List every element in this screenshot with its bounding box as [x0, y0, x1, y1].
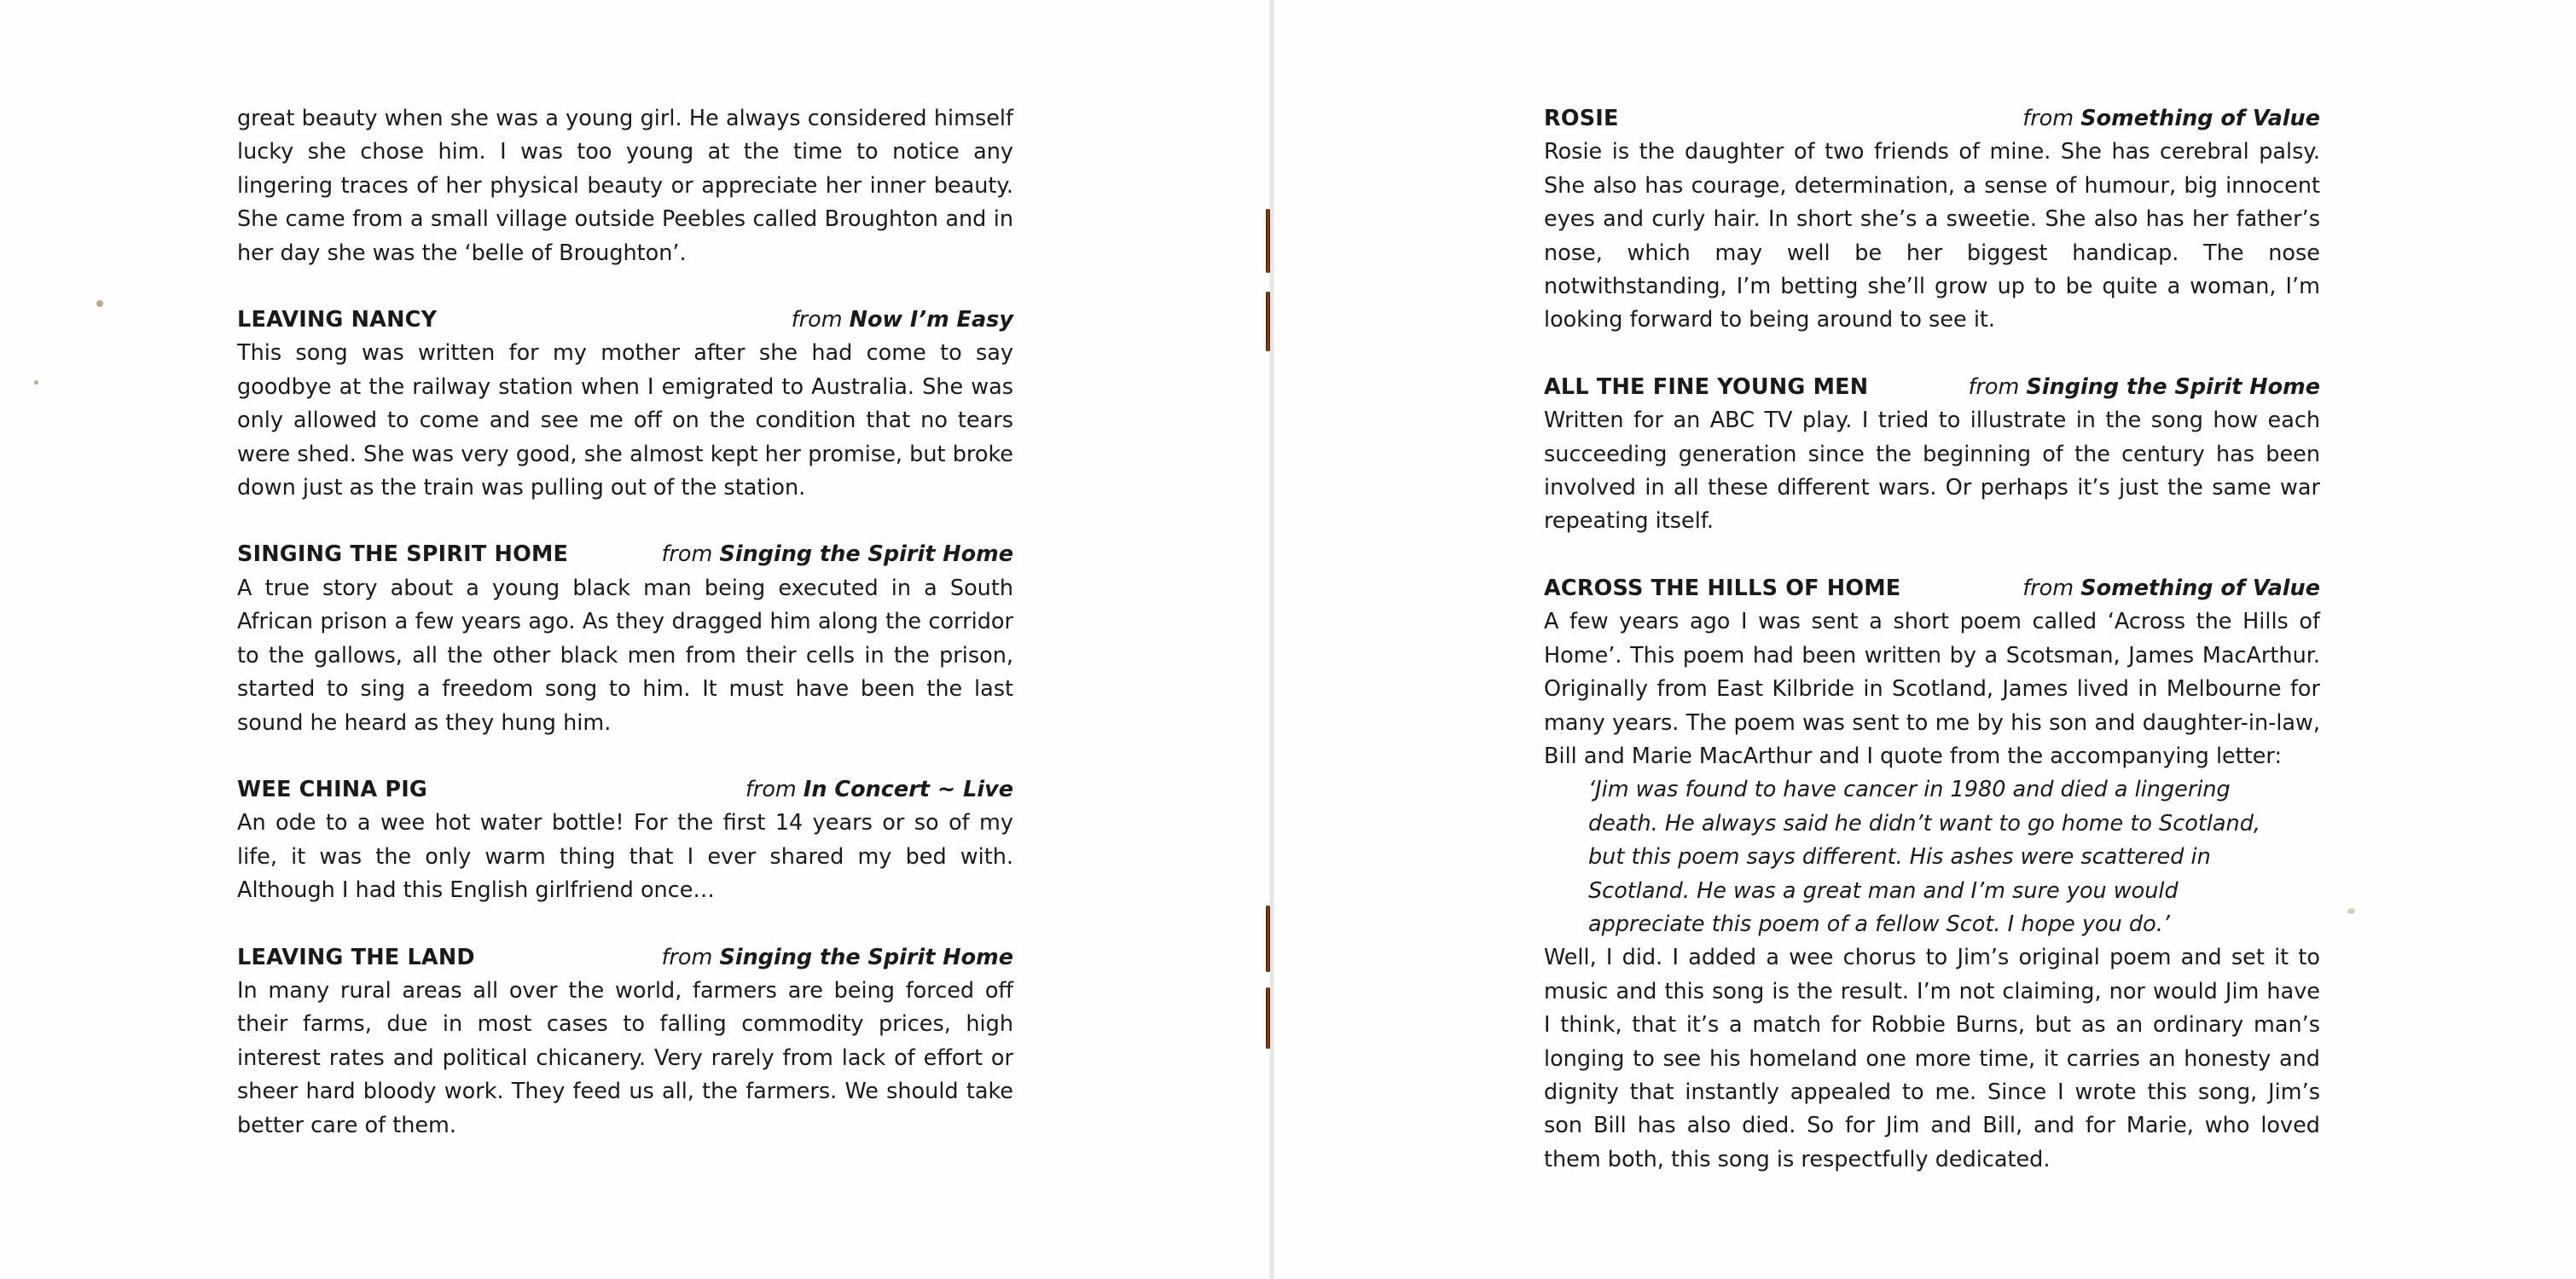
letter-quote: ‘Jim was found to have cancer in 1980 and died a lingering death. He always said he didn’t want to go home to Scotland, but this poem says different. His ashes were scattered in Scotland. He was a great man and I’m sure you would appreciate this poem of a fellow Scot. I hope you do.’ — [1588, 777, 2261, 937]
song-title: SINGING THE SPIRIT HOME — [237, 541, 569, 568]
song-source — [792, 304, 1013, 337]
intro-text: great beauty when she was a young girl. He always considered himself lucky she chose him. I was too young at the time to notice any lingering traces of her physical beauty or appreciate her inner beauty. She came from a small village outside Peebles called Broughton and in her day she was the ‘belle of Broughton’. — [237, 106, 1013, 266]
song-title: LEAVING THE LAND — [237, 944, 475, 970]
source-from-label: from — [661, 944, 713, 970]
song-entry-leaving-the-land — [237, 941, 1013, 1143]
staple-bottom-upper — [1266, 906, 1270, 972]
song-entry-all-the-fine-young-men — [1544, 371, 2320, 539]
song-header — [1544, 102, 2320, 136]
song-source — [661, 941, 1013, 975]
song-source — [661, 538, 1013, 571]
staple-top-upper — [1266, 209, 1270, 273]
song-entry-leaving-nancy — [237, 304, 1013, 505]
song-entry-rosie — [1544, 102, 2320, 338]
song-source — [1968, 371, 2320, 404]
album-name: Something of Value — [2080, 575, 2320, 601]
album-name: Singing the Spirit Home — [719, 541, 1013, 568]
song-entry-singing-the-spirit-home — [237, 538, 1013, 739]
song-title: WEE CHINA PIG — [237, 776, 428, 802]
staple-bottom-lower — [1266, 987, 1270, 1049]
song-title: ALL THE FINE YOUNG MEN — [1544, 373, 1869, 400]
left-column — [237, 102, 1013, 1176]
song-source — [2022, 572, 2320, 605]
source-from-label: from — [745, 776, 797, 802]
song-header — [1544, 572, 2320, 605]
paper-speck — [96, 300, 103, 307]
source-from-label: from — [2022, 106, 2074, 131]
right-column — [1544, 102, 2320, 1210]
album-name: Now I’m Easy — [849, 307, 1013, 333]
album-name: Singing the Spirit Home — [719, 944, 1013, 970]
song-description: Written for an ABC TV play. I tried to illustrate in the song how each succeeding generation since the beginning of the century has been involved in all these different wars. Or perhaps it’s just the same war repeating itself. — [1544, 408, 2320, 535]
album-name: In Concert ~ Live — [803, 776, 1013, 802]
song-description: An ode to a wee hot water bottle! For the first 14 years or so of my life, it was the only warm thing that I ever shared my bed with. Although I had this English girlfriend once… — [237, 810, 1013, 904]
song-description: In many rural areas all over the world, farmers are being forced off their farms, due in most cases to falling commodity prices, high interest rates and political chicanery. Very rarely from lack of effort or sheer hard bloody work. They feed us all, the farmers. We should take better care of them. — [237, 977, 1013, 1138]
song-source — [2022, 102, 2320, 136]
song-title: LEAVING NANCY — [237, 307, 438, 333]
song-header — [1544, 371, 2320, 404]
song-entry-wee-china-pig — [237, 773, 1013, 908]
source-from-label: from — [661, 541, 713, 568]
song-title: ACROSS THE HILLS OF HOME — [1544, 575, 1901, 601]
song-header — [237, 773, 1013, 807]
paper-speck — [34, 380, 38, 385]
source-from-label: from — [2022, 575, 2074, 601]
song-description: A true story about a young black man being executed in a South African prison a few years ago. As they dragged him along the corridor to the gallows, all the other black men from their cells in the prison, started to sing a freedom song to him. It must have been the last sound he heard as they hung him. — [237, 575, 1013, 736]
song-description: This song was written for my mother after she had come to say goodbye at the railway station when I emigrated to Australia. She was only allowed to come and see me off on the condition that no tears were shed. She was very good, she almost kept her promise, but broke down just as the train was pulling out of the station. — [237, 340, 1013, 501]
intro-entry — [237, 102, 1013, 270]
song-description-conclusion: Well, I did. I added a wee chorus to Jim’s original poem and set it to music and this song is the result. I’m not claiming, nor would Jim have I think, that it’s a match for Robbie Burns, but as an ordinary man’s longing to see his homeland one more time, it carries an honesty and dignity that instantly appealed to me. Since I wrote this song, Jim’s son Bill has also died. So for Jim and Bill, and for Marie, who loved them both, this song is respectfully dedicated. — [1544, 945, 2320, 1172]
song-source — [746, 773, 1013, 807]
song-description: Rosie is the daughter of two friends of mine. She has cerebral palsy. She also has courage, determination, a sense of humour, big innocent eyes and curly hair. In short she’s a sweetie. She also has her father’s nose, which may well be her biggest handicap. The nose notwithstanding, I’m betting she’ll grow up to be quite a woman, I’m looking forward to being around to see it. — [1544, 139, 2320, 333]
song-entry-across-the-hills-of-home — [1544, 572, 2320, 1177]
song-title: ROSIE — [1544, 106, 1619, 131]
song-description-intro: A few years ago I was sent a short poem called ‘Across the Hills of Home’. This poem had been written by a Scotsman, James MacArthur. Originally from East Kilbride in Scotland, James lived in Melbourne for many years. The poem was sent to me by his son and daughter-in-law, Bill and Marie MacArthur and I quote from the accompanying letter: — [1544, 609, 2320, 769]
source-from-label: from — [791, 307, 843, 333]
source-from-label: from — [1968, 373, 2020, 400]
center-fold — [1269, 0, 1274, 1279]
song-header — [237, 941, 1013, 975]
album-name: Something of Value — [2080, 106, 2320, 131]
staple-top-lower — [1266, 292, 1270, 351]
paper-speck — [2347, 908, 2355, 914]
album-name: Singing the Spirit Home — [2026, 373, 2320, 400]
song-header — [237, 304, 1013, 337]
song-header — [237, 538, 1013, 571]
